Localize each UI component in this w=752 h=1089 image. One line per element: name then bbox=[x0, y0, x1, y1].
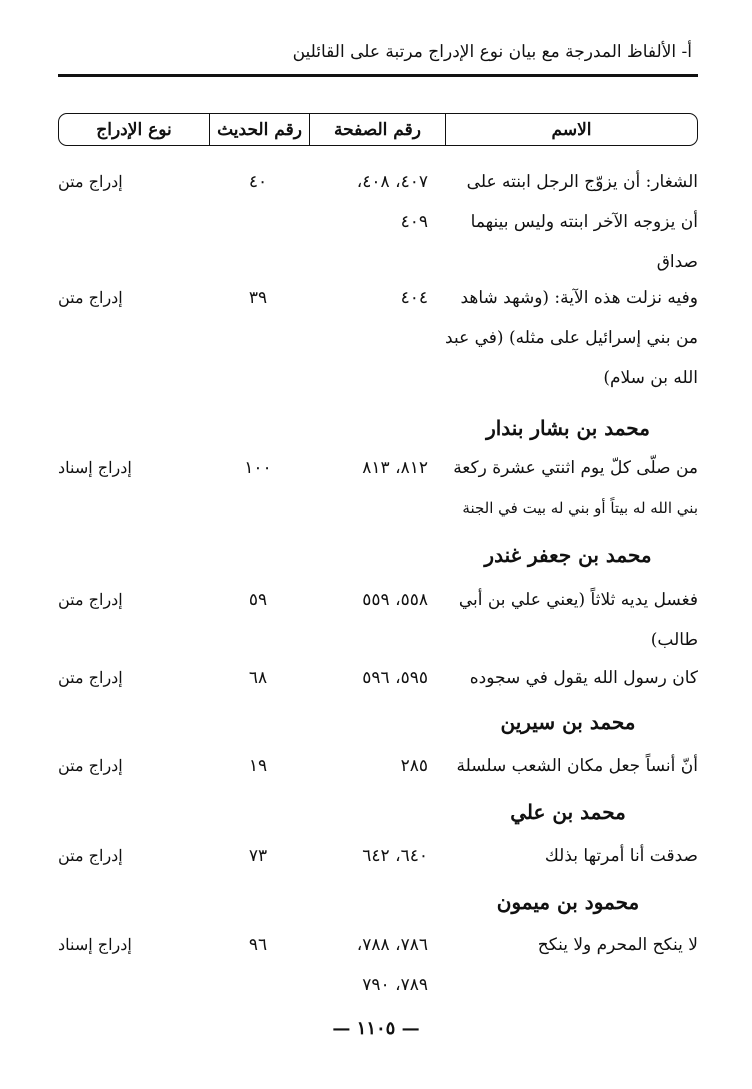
insertion-type: إدراج متن bbox=[58, 668, 123, 687]
page-refs bbox=[298, 448, 428, 488]
insertion-type: إدراج إسناد bbox=[58, 458, 132, 477]
entry-line: لا ينكح المحرم ولا ينكح bbox=[537, 935, 698, 955]
running-head: أ- الألفاظ المدرجة مع بيان نوع الإدراج مرتبة على القائلين bbox=[292, 42, 692, 62]
page-refs bbox=[298, 278, 428, 318]
entry-line: بني الله له بيتاً أو بني له بيت في الجنة bbox=[462, 499, 698, 517]
col-header-hadith: رقم الحديث bbox=[209, 114, 309, 145]
col-header-name: الاسم bbox=[445, 114, 697, 145]
page-ref: ٥٥٨، ٥٥٩ bbox=[362, 590, 428, 610]
entry-line: فغسل يديه ثلاثاً (يعني علي بن أبي bbox=[458, 590, 698, 610]
page-ref: ٥٩٥، ٥٩٦ bbox=[362, 668, 428, 688]
insertion-type: إدراج متن bbox=[58, 756, 123, 775]
hadith-number: ٣٩ bbox=[248, 288, 268, 308]
page-ref: ٧٨٦، ٧٨٨، bbox=[356, 935, 428, 955]
insertion-type: إدراج متن bbox=[58, 590, 123, 609]
entry-line: من صلّى كلّ يوم اثنتي عشرة ركعة bbox=[453, 458, 698, 478]
entry-line: من بني إسرائيل على مثله) (في عبد bbox=[445, 328, 698, 348]
page-refs bbox=[298, 162, 428, 242]
entry-text bbox=[438, 746, 698, 786]
narrator-heading: محمد بن علي bbox=[510, 800, 626, 824]
page-refs bbox=[298, 836, 428, 876]
page-refs bbox=[298, 925, 428, 1005]
narrator-heading: محمد بن سيرين bbox=[500, 710, 636, 734]
page-refs bbox=[298, 746, 428, 786]
entry-text bbox=[438, 925, 698, 965]
entry-text bbox=[438, 580, 698, 660]
entry-line: كان رسول الله يقول في سجوده bbox=[469, 668, 698, 688]
header-rule bbox=[58, 74, 698, 77]
entry-line: صداق bbox=[656, 252, 698, 272]
hadith-number: ٦٨ bbox=[248, 668, 268, 688]
page-ref: ٢٨٥ bbox=[400, 756, 428, 776]
page-ref: ٤٠٩ bbox=[400, 212, 428, 232]
page-ref: ٧٨٩، ٧٩٠ bbox=[362, 975, 428, 995]
entry-text bbox=[438, 658, 698, 698]
page-ref: ٦٤٠، ٦٤٢ bbox=[362, 846, 428, 866]
insertion-type: إدراج متن bbox=[58, 288, 123, 307]
insertion-type: إدراج إسناد bbox=[58, 935, 132, 954]
insertion-type: إدراج متن bbox=[58, 846, 123, 865]
entry-line: الشغار: أن يزوّج الرجل ابنته على bbox=[466, 172, 698, 192]
hadith-number: ٩٦ bbox=[248, 935, 268, 955]
narrator-heading: محمد بن جعفر غندر bbox=[484, 543, 652, 567]
hadith-number: ١٩ bbox=[248, 756, 268, 776]
entry-text bbox=[438, 836, 698, 876]
entry-line: الله بن سلام) bbox=[603, 368, 698, 388]
entry-line: أن يزوجه الآخر ابنته وليس بينهما bbox=[470, 212, 698, 232]
page-refs bbox=[298, 580, 428, 620]
entry-line: صدقت أنا أمرتها بذلك bbox=[544, 846, 698, 866]
table-header bbox=[58, 113, 698, 146]
entry-line: وفيه نزلت هذه الآية: (وشهد شاهد bbox=[460, 288, 698, 308]
entry-line: طالب) bbox=[650, 630, 698, 650]
page-ref: ٤٠٤ bbox=[400, 288, 428, 308]
page-ref: ٤٠٧، ٤٠٨، bbox=[356, 172, 428, 192]
page-ref: ٨١٢، ٨١٣ bbox=[362, 458, 428, 478]
narrator-heading: محمود بن ميمون bbox=[496, 890, 640, 914]
page-number: — ١١٠٥ — bbox=[332, 1018, 420, 1039]
page-refs bbox=[298, 658, 428, 698]
entry-text bbox=[438, 448, 698, 528]
entry-text bbox=[438, 278, 698, 398]
entry-text bbox=[438, 162, 698, 282]
col-header-page: رقم الصفحة bbox=[309, 114, 445, 145]
col-header-type: نوع الإدراج bbox=[96, 119, 172, 140]
insertion-type: إدراج متن bbox=[58, 172, 123, 191]
hadith-number: ٧٣ bbox=[248, 846, 268, 866]
hadith-number: ١٠٠ bbox=[244, 458, 272, 478]
hadith-number: ٤٠ bbox=[248, 172, 268, 192]
entry-line: أنّ أنساً جعل مكان الشعب سلسلة bbox=[456, 756, 698, 776]
narrator-heading: محمد بن بشار بندار bbox=[486, 416, 650, 440]
hadith-number: ٥٩ bbox=[248, 590, 268, 610]
